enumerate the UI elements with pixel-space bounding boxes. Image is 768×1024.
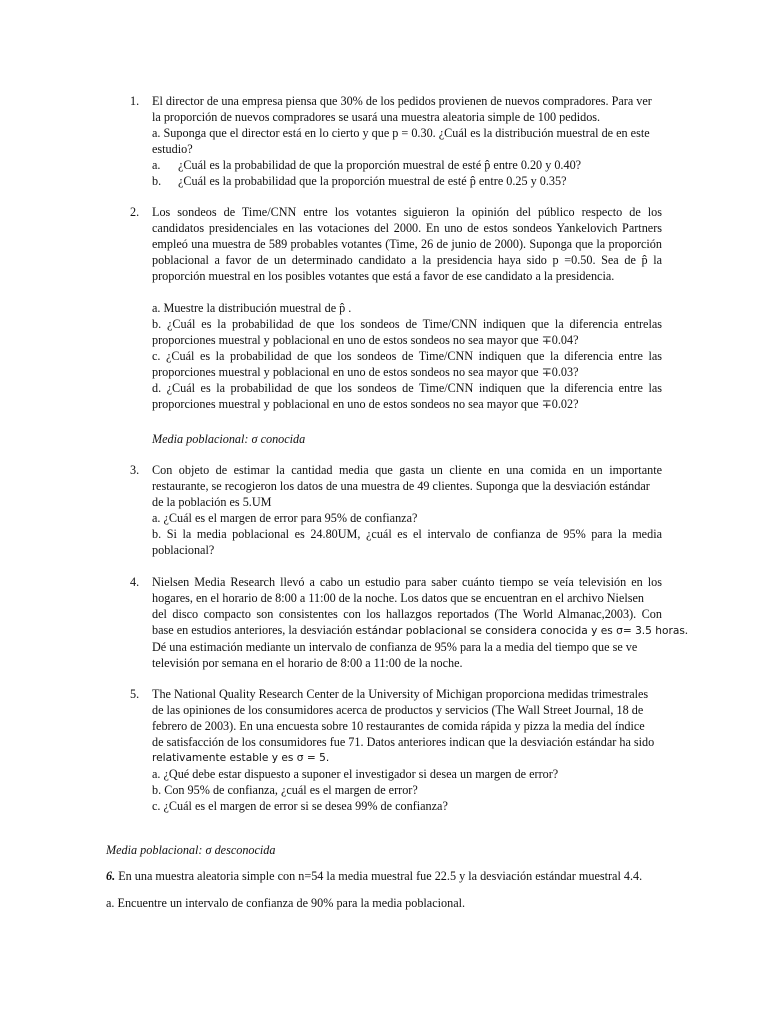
text-line: febrero de 2003). En una encuesta sobre 10 restaurantes de comida rápida y pizza la media del índice	[152, 719, 645, 733]
text-line: proporciones muestral y poblacional en uno de estos sondeos no sea mayor que ∓0.04?	[152, 333, 579, 347]
question-number: 6.	[106, 869, 116, 883]
text-line-mixed	[152, 622, 688, 639]
text-run-sans: estándar poblacional se considera conocida y es σ= 3.5 horas	[355, 625, 685, 637]
text-line: hogares, en el horario de 8:00 a 11:00 de la noche. Los datos que se encuentran en el archivo Nielsen	[152, 591, 644, 605]
text-line: ¿Cuál es la probabilidad que la proporción muestral de esté p̂ entre 0.25 y 0.35?	[178, 174, 567, 188]
text-line: candidatos presidenciales en las votaciones del 2000. En uno de estos sondeos Yankelovich Partners	[152, 221, 662, 235]
text-line: la proporción de nuevos compradores se usará una muestra aleatoria simple de 100 pedidos.	[152, 110, 601, 124]
text-line: El director de una empresa piensa que 30% de los pedidos provienen de nuevos compradores. Para ver	[152, 94, 652, 108]
text-line: b. Si la media poblacional es 24.80UM, ¿cuál es el intervalo de confianza de 95% para la media	[152, 527, 662, 541]
text-line: d. ¿Cuál es la probabilidad de que los sondeos de Time/CNN indiquen que la diferencia entre las	[152, 381, 662, 395]
text-line-sans: relativamente estable y es σ = 5.	[152, 752, 330, 764]
text-line: b. ¿Cuál es la probabilidad de que los sondeos de Time/CNN indiquen que la diferencia entrelas	[152, 317, 662, 331]
text-line: de satisfacción de los consumidores fue 71. Datos anteriores indican que la desviación estándar ha sido	[152, 735, 655, 749]
text-line: empleó una muestra de 589 probables votantes (Time, 26 de junio de 2000). Suponga que la proporción	[152, 237, 662, 251]
text-line: a. ¿Cuál es el margen de error para 95% de confianza?	[152, 511, 418, 525]
text-line: restaurante, se recogieron los datos de una muestra de 49 clientes. Suponga que la desviación estándar	[152, 479, 650, 493]
question-number: 5.	[130, 687, 140, 701]
sub-label: a.	[152, 158, 161, 172]
text-line: c. ¿Cuál es la probabilidad de que los sondeos de Time/CNN indiquen que la diferencia entre las	[152, 349, 662, 363]
text-line: Nielsen Media Research llevó a cabo un estudio para saber cuánto tiempo se veía televisión en los	[152, 575, 662, 589]
text-run: base en estudios anteriores, la desviación	[152, 623, 356, 637]
text-run: .	[684, 623, 688, 637]
question-number: 4.	[130, 575, 140, 589]
text-line: Los sondeos de Time/CNN entre los votantes siguieron la opinión del público respecto de los	[152, 205, 662, 219]
text-line: de la población es 5.UM	[152, 495, 272, 509]
text-line: poblacional?	[152, 543, 215, 557]
part-b: b. Con 95% de confianza, ¿cuál es el margen de error?	[152, 783, 418, 797]
text-line: Dé una estimación mediante un intervalo de confianza de 95% para la a media del tiempo que se ve	[152, 640, 638, 654]
text-line: estudio?	[152, 142, 193, 156]
text-line: proporciones muestral y poblacional en uno de estos sondeos no sea mayor que ∓0.03?	[152, 365, 579, 379]
part-c: c. ¿Cuál es el margen de error si se desea 99% de confianza?	[152, 799, 448, 813]
text-line: Con objeto de estimar la cantidad media que gasta un cliente en una comida en un importante	[152, 463, 662, 477]
text-line: del disco compacto son consistentes con los hallazgos reportados (The World Almanac,2003). Con	[152, 607, 662, 621]
question-6-part-a: a. Encuentre un intervalo de confianza de 90% para la media poblacional.	[106, 896, 466, 910]
text-line: proporción muestral en los posibles votantes que está a favor de ese candidato a la presidencia.	[152, 269, 615, 283]
question-text: En una muestra aleatoria simple con n=54 la media muestral fue 22.5 y la desviación estándar muestral 4.4.	[115, 869, 643, 883]
text-line: a. Suponga que el director está en lo cierto y que p = 0.30. ¿Cuál es la distribución muestral de en este	[152, 126, 650, 140]
text-line: poblacional a favor de un determinado candidato a la presidencia haya sido p =0.50. Sea de p̂ la	[152, 253, 662, 267]
sub-label: b.	[152, 174, 162, 188]
text-line: televisión por semana en el horario de 8:00 a 11:00 de la noche.	[152, 656, 463, 670]
question-6	[106, 868, 642, 884]
text-line: The National Quality Research Center de la University of Michigan proporciona medidas trimestrales	[152, 687, 649, 701]
text-line: ¿Cuál es la probabilidad de que la proporción muestral de esté p̂ entre 0.20 y 0.40?	[178, 158, 582, 172]
question-number: 1.	[130, 94, 140, 108]
text-line: de las opiniones de los consumidores acerca de productos y servicios (The Wall Street Journal, 18 de	[152, 703, 644, 717]
section-heading-unknown: Media poblacional: σ desconocida	[106, 843, 276, 857]
part-a: a. Muestre la distribución muestral de p̂ .	[152, 301, 352, 315]
section-heading-known: Media poblacional: σ conocida	[152, 432, 306, 446]
question-number: 2.	[130, 205, 140, 219]
question-number: 3.	[130, 463, 140, 477]
text-line: proporciones muestral y poblacional en uno de estos sondeos no sea mayor que ∓0.02?	[152, 397, 579, 411]
part-a: a. ¿Qué debe estar dispuesto a suponer el investigador si desea un margen de error?	[152, 767, 559, 781]
